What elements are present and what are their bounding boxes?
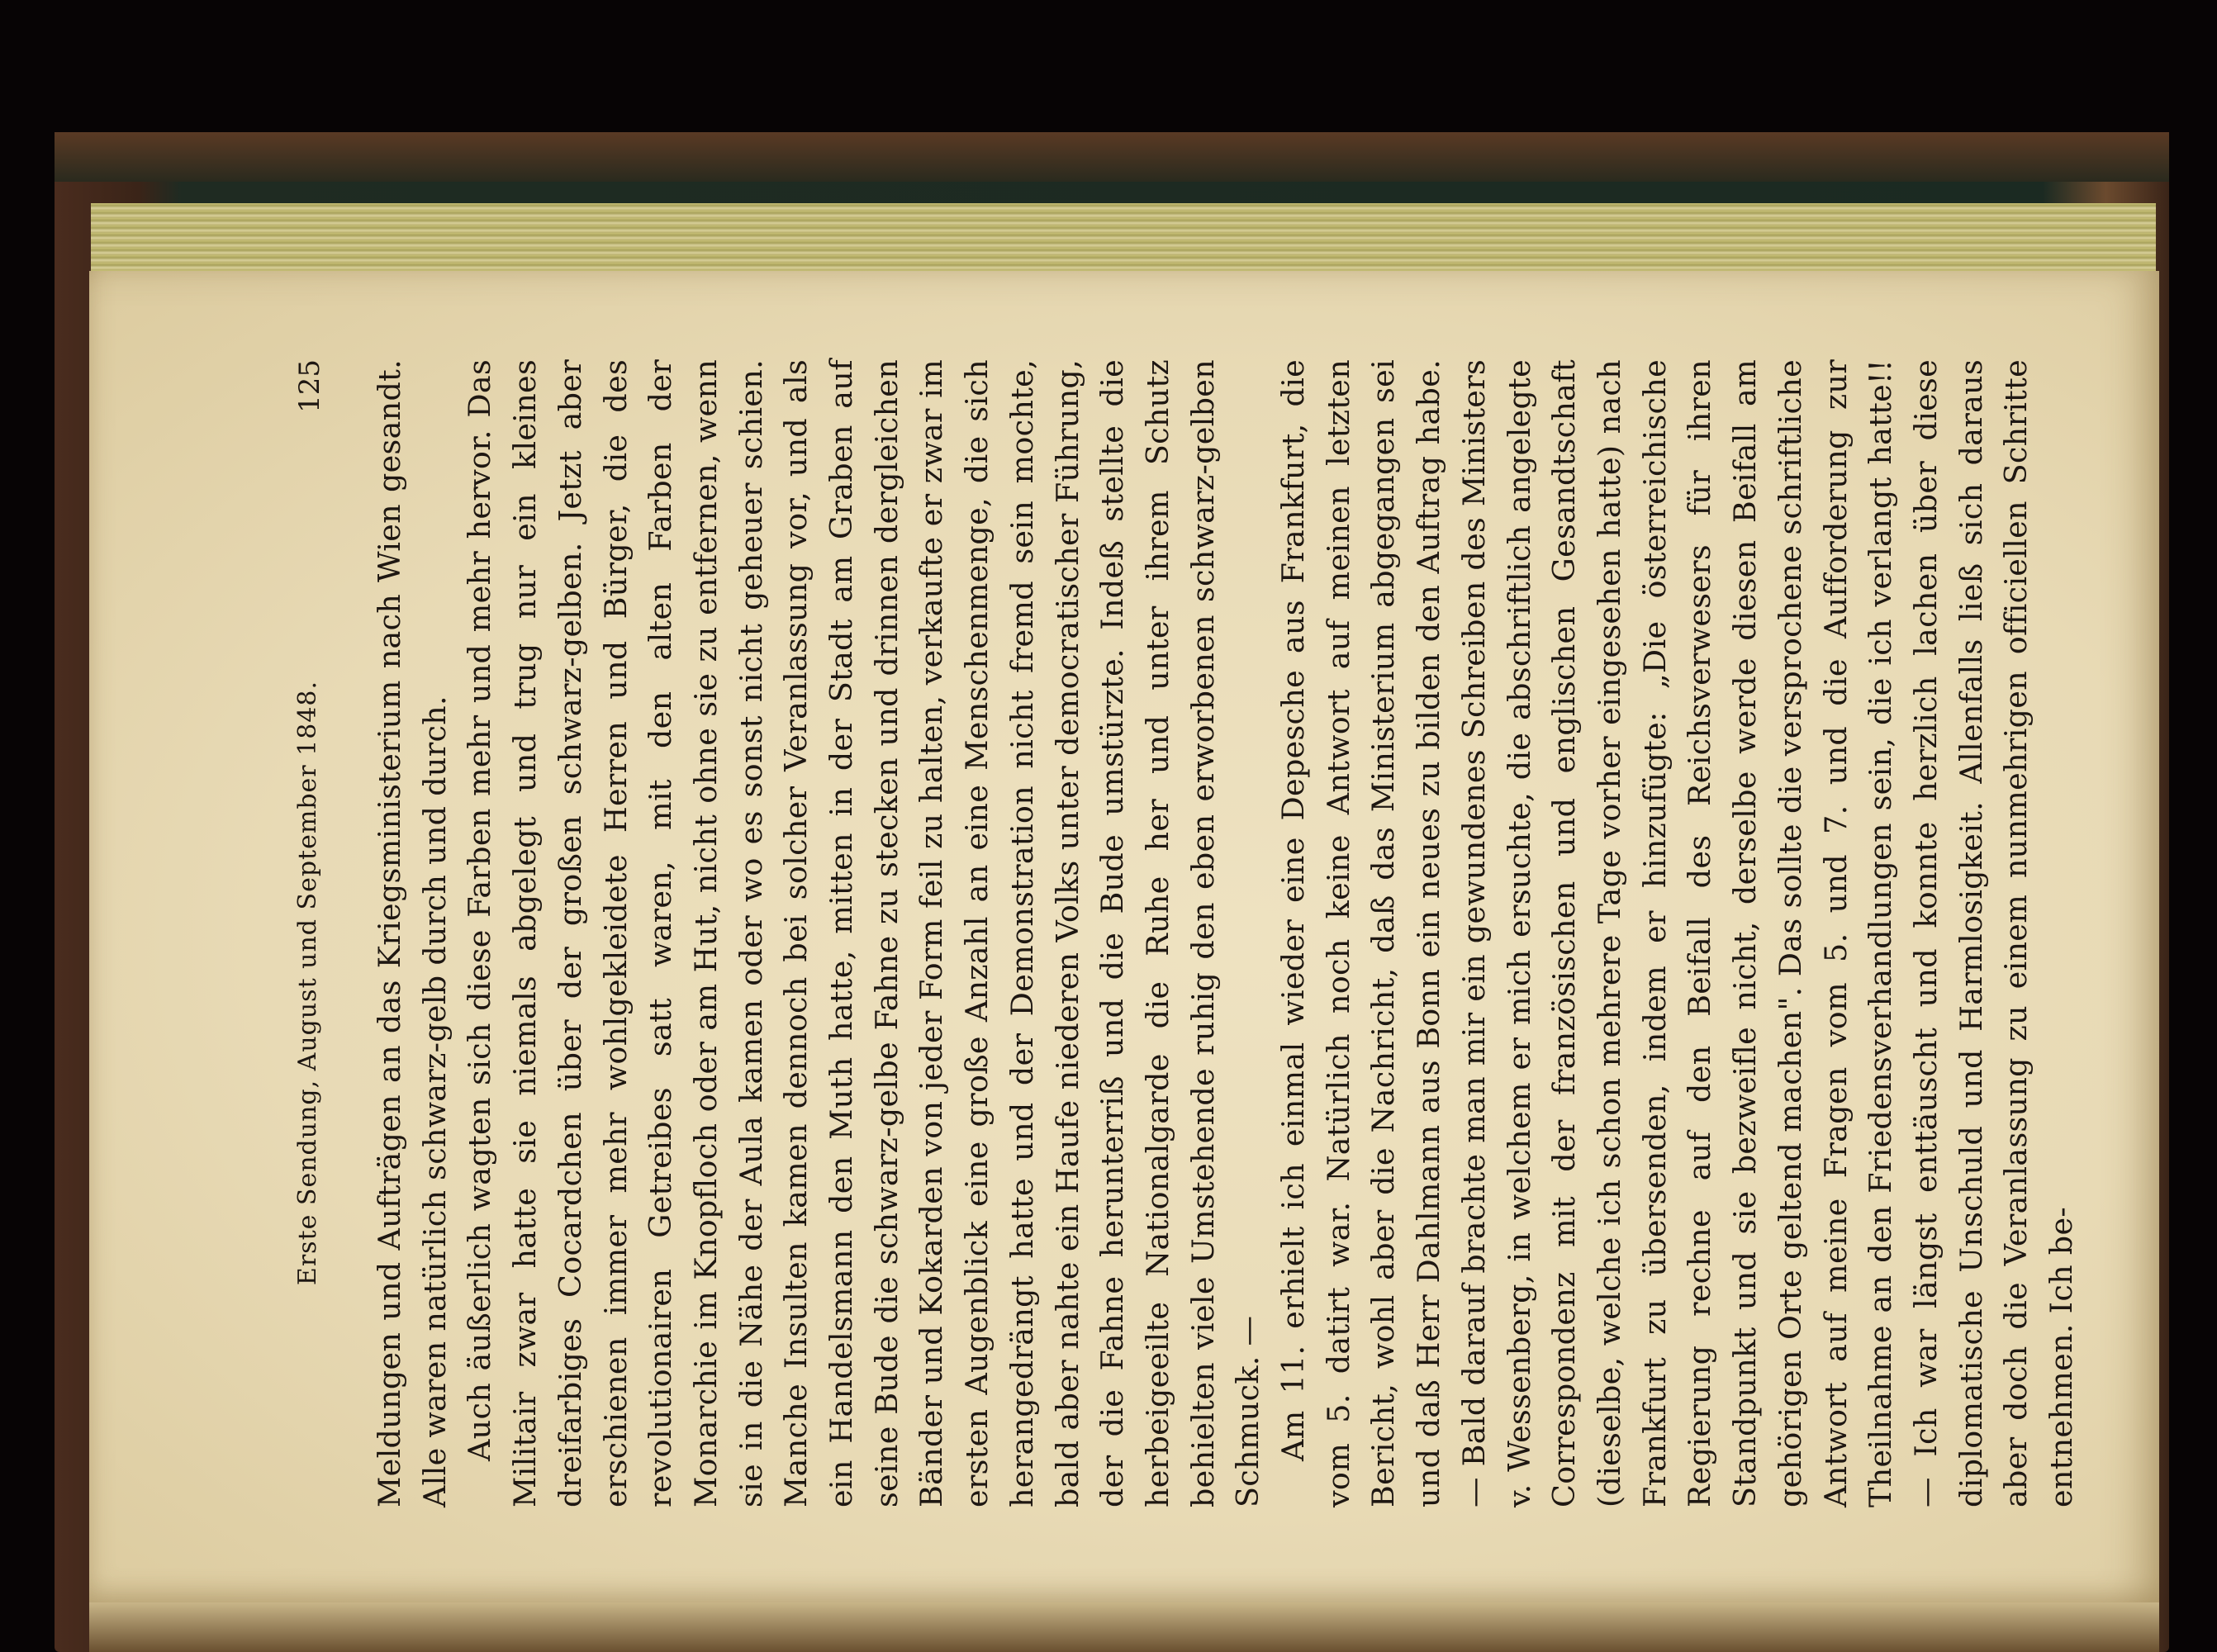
running-header: [293, 359, 343, 1507]
cover-top-edge: [55, 132, 2169, 182]
page-lower-curve: [89, 1602, 2159, 1652]
body-text: [368, 359, 2085, 1507]
paragraph-2: Auch äußerlich wagten sich diese Farben mehr und mehr hervor. Das Militair zwar hatte sie niemals abgelegt und trug nur ein kleines dreifarbiges Cocardchen über der großen schwarz-gelben. Jetzt aber erschienen immer mehr wohlgekleidete Herren und Bürger, die des revolutionairen Getreibes satt waren, mit den alten Farben der Monarchie im Knopfloch oder am Hut, nicht ohne sie zu entfernen, wenn sie in die Nähe der Aula kamen oder wo es sonst nicht geheuer schien. Manche Insulten kamen dennoch bei solcher Veranlassung vor, und als ein Handelsmann den Muth hatte, mitten in der Stadt am Graben auf seine Bude die schwarz-gelbe Fahne zu stecken und drinnen dergleichen Bänder und Kokarden von jeder Form feil zu halten, verkaufte er zwar im ersten Augenblick eine große Anzahl an eine Menschenmenge, die sich herangedrängt hatte und der Demonstration nicht fremd sein mochte, bald aber nahte ein Haufe niederen Volks unter democratischer Führung, der die Fahne herunterriß und die Bude umstürzte. Indeß stellte die herbeigeeilte Nationalgarde die Ruhe her und unter ihrem Schutz behielten viele Umstehende ruhig den eben erworbenen schwarz-gelben Schmuck. —: [462, 359, 1266, 1507]
page-text-block: [293, 359, 2080, 1507]
gilded-page-edges: [91, 203, 2156, 278]
paragraph-1: Meldungen und Aufträgen an das Kriegsministerium nach Wien gesandt. Alle waren natürlich schwarz-gelb durch und durch.: [372, 359, 453, 1507]
paragraph-3: Am 11. erhielt ich einmal wieder eine Depesche aus Frankfurt, die vom 5. datirt war. Natürlich noch keine Antwort auf meinen letzten Bericht, wohl aber die Nachricht, daß das Ministerium abgegangen sei und daß Herr Dahlmann aus Bonn ein neues zu bilden den Auftrag habe. — Bald darauf brachte man mir ein gewundenes Schreiben des Ministers v. Wessenberg, in welchem er mich ersuchte, die abschriftlich angelegte Correspondenz mit der französischen und englischen Gesandtschaft (dieselbe, welche ich schon mehrere Tage vorher eingesehen hatte) nach Frankfurt zu übersenden, indem er hinzufügte: „Die österreichische Regierung rechne auf den Beifall des Reichsverwesers für ihren Standpunkt und sie bezweifle nicht, derselbe werde diesen Beifall am gehörigen Orte geltend machen". Das sollte die versprochene schriftliche Antwort auf meine Fragen vom 5. und 7. und die Aufforderung zur Theilnahme an den Friedensverhandlungen sein, die ich verlangt hatte!! — Ich war längst enttäuscht und konnte herzlich lachen über diese diplomatische Unschuld und Harmlosigkeit. Allenfalls ließ sich daraus aber doch die Veranlassung zu einem nunmehrigen officiellen Schritte entnehmen. Ich be-: [1275, 359, 2080, 1507]
running-title: Erste Sendung, August und September 1848.: [293, 680, 322, 1286]
page-number: 125: [293, 359, 326, 413]
